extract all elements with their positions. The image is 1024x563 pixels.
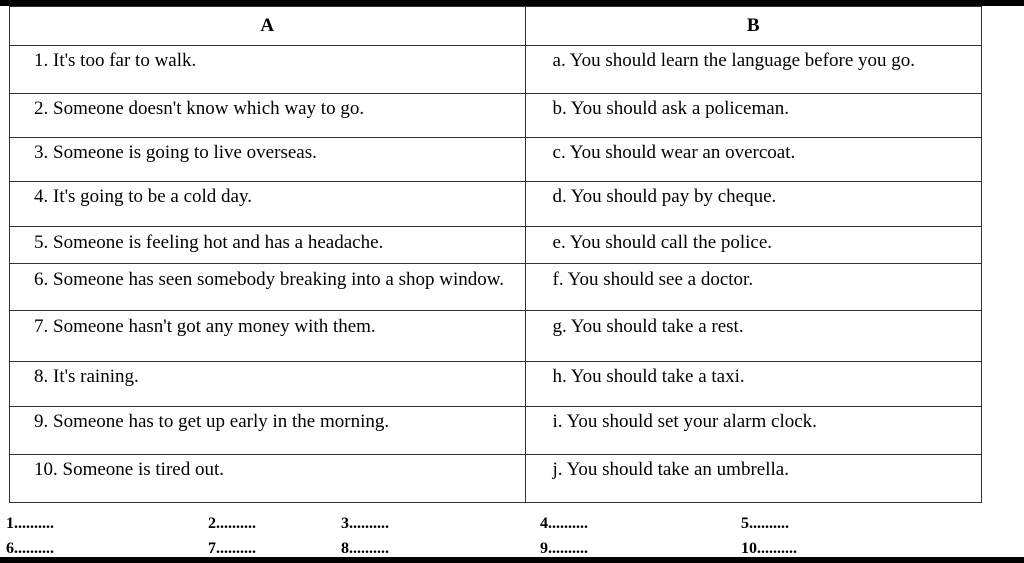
advice-cell	[525, 94, 981, 138]
situation-5: 5. Someone is feeling hot and has a headache.	[34, 232, 384, 253]
situation-cell	[10, 182, 526, 227]
table-row	[10, 362, 982, 407]
advice-cell	[525, 138, 981, 182]
advice-c: c. You should wear an overcoat.	[552, 142, 796, 163]
advice-cell	[525, 182, 981, 227]
table-row	[10, 264, 982, 311]
advice-b: b. You should ask a policeman.	[552, 98, 789, 119]
situation-cell	[10, 264, 526, 311]
situation-cell	[10, 311, 526, 362]
situation-10: 10. Someone is tired out.	[34, 459, 224, 480]
answer-blank-7[interactable]: 7..........	[208, 540, 256, 557]
answer-blank-4[interactable]: 4..........	[540, 515, 588, 532]
situation-8: 8. It's raining.	[34, 366, 139, 387]
advice-d: d. You should pay by cheque.	[552, 186, 777, 207]
situation-9: 9. Someone has to get up early in the morning.	[34, 411, 390, 432]
advice-i: i. You should set your alarm clock.	[552, 411, 817, 432]
advice-f: f. You should see a doctor.	[552, 269, 754, 290]
situation-cell	[10, 138, 526, 182]
answer-blanks	[0, 506, 1024, 557]
advice-cell	[525, 407, 981, 455]
situation-6: 6. Someone has seen somebody breaking into a shop window.	[34, 269, 504, 290]
table-row	[10, 455, 982, 503]
column-a-header: A	[10, 7, 526, 46]
answer-blank-9[interactable]: 9..........	[540, 540, 588, 557]
answer-blank-8[interactable]: 8..........	[341, 540, 389, 557]
situation-cell	[10, 46, 526, 94]
table-row	[10, 94, 982, 138]
situation-7: 7. Someone hasn't got any money with them.	[34, 316, 376, 337]
situation-4: 4. It's going to be a cold day.	[34, 186, 253, 207]
table-row	[10, 311, 982, 362]
advice-a: a. You should learn the language before you go.	[552, 50, 916, 71]
table-row	[10, 407, 982, 455]
table-row	[10, 182, 982, 227]
answer-blank-2[interactable]: 2..........	[208, 515, 256, 532]
situation-cell	[10, 94, 526, 138]
situation-2: 2. Someone doesn't know which way to go.	[34, 98, 365, 119]
column-b-header: B	[525, 7, 981, 46]
worksheet-page	[0, 6, 1024, 557]
answer-blank-10[interactable]: 10..........	[741, 540, 797, 557]
advice-cell	[525, 455, 981, 503]
situation-1: 1. It's too far to walk.	[34, 50, 197, 71]
answer-blank-6[interactable]: 6..........	[6, 540, 54, 557]
situation-cell	[10, 362, 526, 407]
advice-j: j. You should take an umbrella.	[552, 459, 789, 480]
advice-cell	[525, 264, 981, 311]
table-row	[10, 46, 982, 94]
answer-blank-3[interactable]: 3..........	[341, 515, 389, 532]
advice-cell	[525, 227, 981, 264]
situation-cell	[10, 407, 526, 455]
situation-3: 3. Someone is going to live overseas.	[34, 142, 317, 163]
matching-table	[9, 6, 982, 503]
answer-blank-1[interactable]: 1..........	[6, 515, 54, 532]
table-row	[10, 138, 982, 182]
advice-h: h. You should take a taxi.	[552, 366, 745, 387]
advice-cell	[525, 362, 981, 407]
situation-cell	[10, 455, 526, 503]
situation-cell	[10, 227, 526, 264]
advice-e: e. You should call the police.	[552, 232, 773, 253]
table-row	[10, 227, 982, 264]
table-header-row	[10, 7, 982, 46]
advice-g: g. You should take a rest.	[552, 316, 744, 337]
answer-blank-5[interactable]: 5..........	[741, 515, 789, 532]
advice-cell	[525, 46, 981, 94]
advice-cell	[525, 311, 981, 362]
